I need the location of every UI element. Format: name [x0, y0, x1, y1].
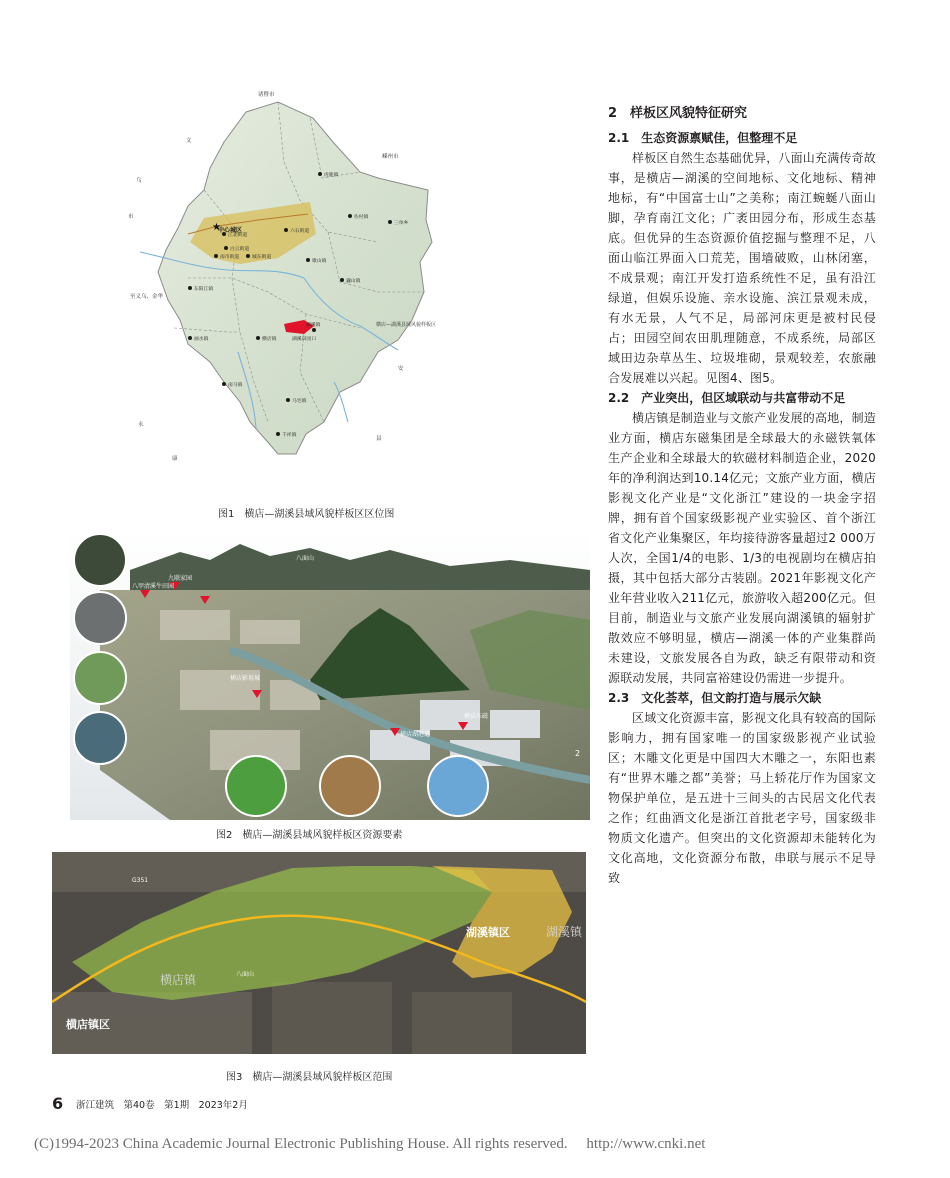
svg-text:九联家园: 九联家园 [168, 575, 193, 582]
paragraph-2-1: 样板区自然生态基础优异，八面山充满传奇故事，是横店—湖溪的空间地标、文化地标、精神地标，有“中国富士山”之美称；南江蜿蜒八面山脚，孕育南江文化；广袤田园分布，形成生态基底。但优异的生态资源价值挖掘与整理不足，八面山临江界面入口荒芜，围墙破败，山林闭塞，不成景观；南江开发打造系统性不足，虽有沿江绿道，但娱乐设施、亲水设施、滨江景观未成，有水无景，人气不足，局部河床更是被村民侵占；田园空间农田肌理随意，不成系统，局部区域田边杂草丛生、垃圾堆砌，景观较差，农旅融合发展难以兴起。见图4、图5。 [608, 151, 877, 385]
label-pan-2: 县 [376, 436, 382, 442]
figure-3-range-map [52, 852, 586, 1054]
paragraph-2-2: 横店镇是制造业与文旅产业发展的高地，制造业方面，横店东磁集团是全球最大的永磁铁氧体生产企业和全球最大的软磁材料制造企业，2020年的净利润达到10.14亿元；文旅产业方面，横店影视文化产业是“文化浙江”建设的一块金字招牌，拥有首个国家级影视产业实验区、首个浙江省文化产业集聚区，年均接待游客量超过2 000万人次，全国1/4的电影、1/3的电视剧均在横店拍摄，其中包括大部分古装剧。2021年影视文化产业年营业收入211亿元，旅游收入超200亿元。但目前，制造业与文旅产业发展向湖溪镇的辐射扩散效应不够明显，横店—湖溪一体的产业集群尚未建设，文旅发展各自为政，缺乏有限带动和资源联动发展，共同富裕建设仍需进一步提升。 [608, 411, 877, 685]
svg-text:横店镇: 横店镇 [160, 973, 197, 987]
svg-text:南市街道: 南市街道 [220, 255, 240, 260]
svg-text:湖溪镇区: 湖溪镇区 [466, 926, 510, 939]
svg-text:城东街道: 城东街道 [252, 255, 272, 260]
label-yiwu-1: 文 [186, 138, 192, 144]
svg-text:G351: G351 [132, 877, 149, 884]
svg-text:八甲清溪牛田园: 八甲清溪牛田园 [132, 583, 175, 590]
figure-1-location-map [128, 82, 438, 494]
label-yangban: 横店—湖溪县域风貌样板区 [375, 322, 436, 328]
label-jinhua: 至义乌、金华 [130, 294, 164, 300]
svg-text:2: 2 [575, 749, 581, 758]
figure-3-caption: 图3 横店—湖溪县域风貌样板区范围 [226, 1072, 393, 1083]
label-yiwu-2: 乌 [136, 178, 142, 184]
label-zhuji: 诸暨市 [258, 92, 275, 98]
label-kang: 康 [172, 456, 178, 462]
figure-2-caption: 图2 横店—湖溪县域风貌样板区资源要素 [216, 830, 403, 841]
label-pan: 安 [398, 366, 404, 372]
svg-text:八面山: 八面山 [236, 971, 255, 978]
svg-text:马宅镇: 马宅镇 [292, 399, 307, 404]
paragraph-2-3: 区域文化资源丰富，影视文化具有较高的国际影响力，拥有国家唯一的国家级影视产业试验区；木雕文化更是中国四大木雕之一，东阳也素有“世界木雕之都”美誉；马上轿花厅作为国家文物保护单位，是五进十三间头的古民居文化代表之作；红曲酒文化是浙江首批老字号，国家级非物质文化遗产。但突出的文化资源却未能转化为文化高地，文化资源分布散，串联与展示不足导致 [608, 711, 877, 885]
figure-1-caption: 图1 横店—湖溪县域风貌样板区区位图 [218, 509, 395, 520]
label-center: 中心城区 [218, 227, 243, 234]
location-map [128, 82, 438, 494]
svg-text:南马镇: 南马镇 [228, 383, 243, 388]
label-shengzhou: 嵊州市 [382, 154, 399, 160]
svg-text:★: ★ [212, 222, 221, 233]
svg-text:三单乡: 三单乡 [394, 221, 409, 226]
subsection-heading-2-2: 2.2 产业突出，但区域联动与共富带动不足 [608, 391, 846, 405]
figure-2-aerial-view [70, 530, 590, 820]
label-yiwu-3: 市 [128, 214, 134, 220]
svg-text:六石街道: 六石街道 [290, 229, 310, 234]
svg-text:歌山镇: 歌山镇 [312, 259, 327, 264]
svg-text:巍山镇: 巍山镇 [346, 279, 361, 284]
svg-text:湖溪田园口: 湖溪田园口 [292, 337, 316, 342]
svg-text:佐村镇: 佐村镇 [354, 215, 369, 220]
svg-text:东阳江镇: 东阳江镇 [194, 287, 214, 292]
aerial-3d-view [70, 530, 590, 820]
svg-text:湖溪镇: 湖溪镇 [546, 925, 583, 939]
page-number: 6 [52, 1094, 64, 1113]
svg-text:横店东磁: 横店东磁 [464, 713, 489, 720]
svg-text:江北街道: 江北街道 [228, 233, 248, 238]
journal-info: 浙江建筑 第40卷 第1期 2023年2月 [76, 1100, 248, 1111]
svg-text:横店影视城: 横店影视城 [230, 675, 261, 682]
subsection-heading-2-3: 2.3 文化荟萃，但文韵打造与展示欠缺 [608, 691, 822, 705]
article-text-column [608, 104, 876, 888]
label-yong: 永 [138, 422, 144, 428]
svg-text:白云街道: 白云街道 [230, 247, 250, 252]
sample-range-satellite [52, 852, 586, 1054]
svg-text:千祥镇: 千祥镇 [282, 433, 297, 438]
copyright-line: (C)1994-2023 China Academic Journal Electronic Publishing House. All rights reserved. http://www.cnki.net [34, 1136, 706, 1152]
svg-text:湖溪镇: 湖溪镇 [306, 323, 321, 328]
svg-text:横店镇区: 横店镇区 [66, 1018, 110, 1031]
section-heading: 2 样板区风貌特征研究 [608, 106, 748, 121]
svg-text:虎鹿镇: 虎鹿镇 [324, 173, 339, 178]
svg-text:八面山: 八面山 [296, 555, 315, 562]
svg-text:画水镇: 画水镇 [194, 337, 209, 342]
svg-text:横店镇: 横店镇 [262, 337, 277, 342]
subsection-heading-2-1: 2.1 生态资源禀赋佳，但整理不足 [608, 131, 798, 145]
svg-text:横店湖港道: 横店湖港道 [400, 731, 431, 738]
